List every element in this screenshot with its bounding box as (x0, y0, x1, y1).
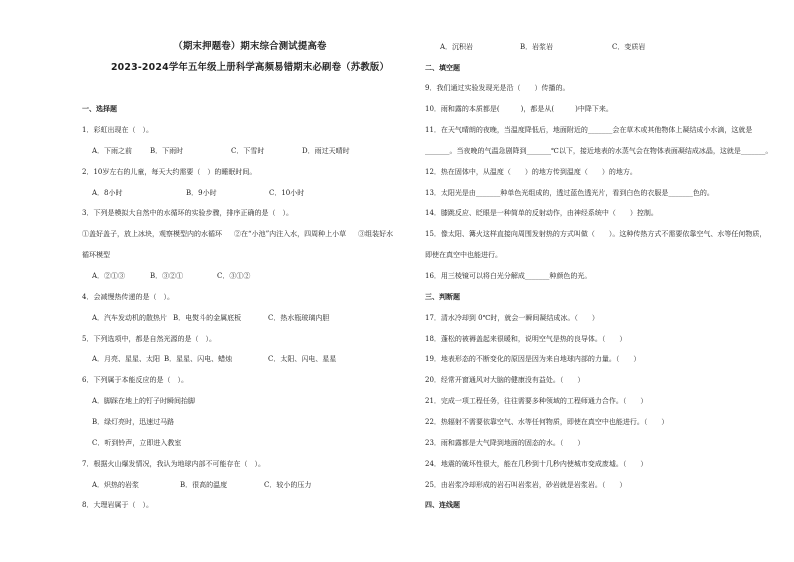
section-heading-fill: 二、填空题 (425, 63, 460, 72)
section-heading-judge: 三、判断题 (425, 292, 460, 301)
question-17: 17．清水冷却到 0℃时，就会一瞬间凝结成冰。（ ） (425, 313, 599, 322)
question-1-stem: 1．彩虹出现在（ ）。 (82, 126, 153, 134)
question-5-options (82, 349, 412, 370)
question-8-stem: 8．大理岩属于（ ）。 (82, 501, 153, 510)
question-3-option-a: A．②①③ (92, 272, 126, 280)
question-1-option-c: C．下雪时 (231, 146, 265, 155)
question-4-option-a: A．汽车发动机的散热片 (92, 313, 168, 322)
question-1-option-a: A．下雨之前 (92, 146, 133, 155)
question-8-options (425, 37, 777, 58)
section-heading-match: 四、连线题 (425, 501, 460, 510)
question-1-option-d: D．雨过天晴时 (302, 146, 350, 155)
question-6-option-a-row (82, 391, 412, 412)
question-10: 10．雨和露的本质都是( )，都是从( )中降下来。 (425, 105, 613, 114)
question-5-stem: 5．下列选项中，都是自然光源的是（ ）。 (82, 334, 216, 343)
question-4-stem: 4．会减慢热传递的是（ ）。 (82, 292, 174, 301)
question-7-option-a: A．炽热的岩浆 (92, 480, 140, 489)
question-7-options (82, 475, 412, 496)
question-1-options (82, 141, 412, 162)
question-3-step-3: ③组装好水循环模型 (82, 230, 394, 260)
question-20: 20．经常开窗通风对大脑的健康没有益处。（ ） (425, 376, 585, 385)
question-6-option-c-row (82, 433, 412, 454)
question-6-option-a: A．脚踩在地上的钉子时瞬间抬脚 (92, 397, 196, 406)
question-2-option-b: B．9小时 (186, 188, 217, 197)
question-24: 24．地震的破坏性很大，能在几秒到十几秒内使城市变成废墟。（ ） (425, 459, 648, 468)
question-12: 12．热在固体中，从温度（ ）的地方传到温度（ ）的地方。 (425, 167, 637, 176)
question-9: 9．我们通过实验发现光是沿（ ）传播的。 (425, 84, 570, 93)
question-22: 22．热辐射不需要依靠空气、水等任何物质，即使在真空中也能进行。（ ） (425, 417, 669, 426)
question-6-option-c: C．听到铃声，立即进入教室 (92, 438, 182, 447)
question-21: 21．完成一项工程任务，往往需要多种领域的工程师通力合作。（ ） (425, 397, 648, 406)
question-6-option-b-row (82, 412, 412, 433)
question-5-option-a: A．月亮、星星、太阳 (92, 355, 161, 364)
question-3-option-c: C．③①② (217, 272, 251, 280)
question-1-option-b: B．下雨时 (150, 146, 184, 155)
question-19: 19．地表形态的不断变化的原因是因为来自地球内部的力量。（ ） (425, 355, 641, 364)
question-3-step-2: ②在“小池”内注入水，四周种上小草 (234, 230, 347, 239)
question-7-stem: 7．根据火山爆发情况，我认为地球内部不可能存在（ ）。 (82, 459, 265, 468)
question-5-option-b: B．星星、闪电、蜡烛 (164, 355, 233, 364)
question-5-option-c: C．太阳、闪电、星星 (268, 355, 337, 364)
question-2-option-a: A．8小时 (92, 188, 123, 197)
question-4-option-b: B．电熨斗的金属底板 (173, 313, 242, 322)
question-25: 25．由岩浆冷却形成的岩石叫岩浆岩，砂岩就是岩浆岩。（ ） (425, 480, 627, 489)
question-3-steps (82, 224, 400, 266)
question-15: 15．像太阳、篝火这样直接向周围发射热的方式叫做（ ）。这种传热方式不需要依靠空气、水等任何物质，即使在真空中也能进行。 (425, 230, 767, 260)
question-2-stem: 2．10岁左右的儿童，每天大约需要（ ）的睡眠时间。 (82, 167, 257, 176)
right-column (425, 0, 777, 562)
question-7-option-b: B．很高的温度 (180, 480, 228, 489)
question-8-option-b: B．岩浆岩 (520, 42, 554, 51)
question-4-options (82, 308, 412, 329)
section-heading-choice: 一、选择题 (82, 105, 117, 114)
question-2-option-c: C．10小时 (269, 188, 305, 197)
question-2-options (82, 183, 412, 204)
question-18: 18．蓬松的被褥盖起来很暖和，说明空气是热的良导体。（ ） (425, 334, 627, 343)
question-7-option-c: C．较小的压力 (264, 480, 312, 489)
page-title: （期末押题卷）期末综合测试提高卷 (173, 40, 327, 52)
question-4-option-c: C．热水瓶玻璃内胆 (268, 313, 330, 322)
question-6-stem: 6．下列属于本能反应的是（ ）。 (82, 376, 188, 385)
question-8-option-a: A．沉积岩 (440, 42, 474, 51)
question-3-options (82, 266, 412, 287)
question-8-option-c: C．变质岩 (612, 42, 646, 51)
question-16: 16．用三棱镜可以将白光分解成_______种颜色的光。 (425, 272, 592, 280)
question-6-option-b: B．绿灯亮时，迅速过马路 (92, 417, 175, 426)
question-3-step-1: ①盖好盖子，放上冰块，观察模型内的水循环 (82, 230, 222, 239)
left-column (82, 0, 412, 562)
question-13: 13．太阳光是由_______种单色光组成的，透过蓝色透光片，看到白色的衣服是_______色的。 (425, 188, 714, 197)
question-3-stem: 3．下列是模拟大自然中的水循环的实验步骤，排序正确的是（ ）。 (82, 209, 293, 218)
page-subtitle: 2023-2024学年五年级上册科学高频易错期末必刷卷（苏教版） (110, 61, 390, 73)
question-3-option-b: B．③②① (150, 272, 184, 280)
question-23: 23．雨和露都是大气降到地面的固态的水。（ ） (425, 438, 585, 447)
question-14: 14．膝跳反应、眨眼是一种简单的反射动作，由神经系统中（ ）控制。 (425, 209, 658, 218)
question-11: 11．在天气晴朗的夜晚，当温度降低后，地面附近的_______会在草木或其他物体上凝结成小水滴，这就是_______。当夜晚的气温急剧降到_______℃以下，接近地表的水蒸气会在物体表面凝结成冰晶，这就是_______。 (425, 126, 773, 155)
